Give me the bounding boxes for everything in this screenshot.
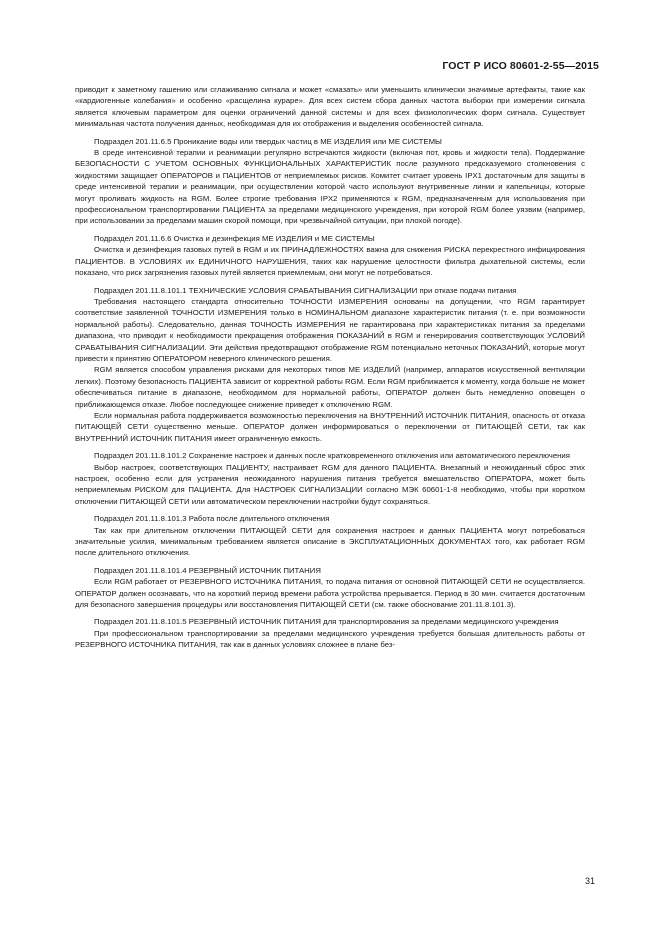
subsection-heading: Подраздел 201.11.6.5 Проникание воды или твердых частиц в МЕ ИЗДЕЛИЯ или МЕ СИСТЕМЫ [94,136,442,146]
paragraph: Требования настоящего стандарта относительно ТОЧНОСТИ ИЗМЕРЕНИЯ основаны на допущении, что RGM гарантирует соответствие заявленной ТОЧНОСТИ ИЗМЕРЕНИЯ только в НОМИНАЛЬНОМ диапазоне характеристик питания (т. е. при возможности нормальной работы). Следовательно, данная ТОЧНОСТЬ ИЗМЕРЕНИЯ не гарантирована при характеристиках питания за пределами диапазона, что приводит к необходимости прекращения отображения ПОКАЗАНИЙ в RGM и генерирования соответствующих УСЛОВИЙ СРАБАТЫВАНИЯ СИГНАЛИЗАЦИИ. Эти действия предотвращают отображение RGM потенциально неточных ПОКАЗАНИЙ, которые могут привести к принятию ОПЕРАТОРОМ неверного клинического решения. [75,296,585,363]
paragraph: Так как при длительном отключении ПИТАЮЩЕЙ СЕТИ для сохранения настроек и данных ПАЦИЕНТА могут потребоваться значительные усилия, минимальным требованием является описание в ЭКСПЛУАТАЦИОННЫХ ДОКУМЕНТАХ того, как работает RGM после длительного отключения. [75,525,585,558]
paragraph: Если RGM работает от РЕЗЕРВНОГО ИСТОЧНИКА ПИТАНИЯ, то подача питания от основной ПИТАЮЩЕЙ СЕТИ не осуществляется. ОПЕРАТОР должен осознавать, что на короткий период времени работа устройства прерывается. Период в 30 мин. считается достаточным для безопасного завершения процедуры или восстановления ПИТАЮЩЕЙ СЕТИ (см. также обоснование 201.11.8.101.3). [75,577,585,610]
subsection-heading: Подраздел 201.11.8.101.1 ТЕХНИЧЕСКИЕ УСЛОВИЯ СРАБАТЫВАНИЯ СИГНАЛИЗАЦИИ при отказе подачи питания [94,285,517,295]
subsection-heading: Подраздел 201.11.8.101.2 Сохранение настроек и данных после кратковременного отключения или автоматического переключения [94,451,570,461]
subsection-heading: Подраздел 201.11.6.6 Очистка и дезинфекция МЕ ИЗДЕЛИЯ и МЕ СИСТЕМЫ [94,233,375,243]
subsection-heading: Подраздел 201.11.8.101.5 РЕЗЕРВНЫЙ ИСТОЧНИК ПИТАНИЯ для транспортирования за пределами медицинского учреждения [94,617,559,627]
standard-header: ГОСТ Р ИСО 80601-2-55—2015 [442,60,599,72]
page-number: 31 [584,876,595,886]
document-body [75,84,585,651]
paragraph: В среде интенсивной терапии и реанимации регулярно встречаются жидкости (включая пот, кровь и жидкости тела). Поддержание БЕЗОПАСНОСТИ С УЧЕТОМ ОСНОВНЫХ ФУНКЦИОНАЛЬНЫХ ХАРАКТЕРИСТИК после разумного предсказуемого столкновения с жидкостями защищает ОПЕРАТОРОВ и ПАЦИЕНТОВ от неприемлемых рисков. Комитет считает уровень IPX1 достаточным для защиты в среде интенсивной терапии и реанимации, при осуществлении которой часто используют внутривенные линии и капельницы, которые могут проливать жидкость на RGM. Более строгие требования IPX2 применяются к RGM, предназначенным для использования при профессиональном транспортировании ПАЦИЕНТА за пределами медицинского учреждения, при которой RGM более уязвим (например, при использовании за пределами машин скорой помощи, при чрезвычайной ситуации, при плохой погоде). [75,148,585,226]
subsection-heading: Подраздел 201.11.8.101.4 РЕЗЕРВНЫЙ ИСТОЧНИК ПИТАНИЯ [94,565,321,575]
paragraph: Очистка и дезинфекция газовых путей в RGM и их ПРИНАДЛЕЖНОСТЯХ важна для снижения РИСКА перекрестного инфицирования ПАЦИЕНТОВ. В УСЛОВИЯХ их ЕДИНИЧНОГО НАРУШЕНИЯ, таких как нарушение целостности фильтра дыхательной системы, если показано, что риск загрязнения газовых путей является приемлемым, они могут не потребоваться. [75,245,585,278]
paragraph: При профессиональном транспортировании за пределами медицинского учреждения требуется большая длительность работы от РЕЗЕРВНОГО ИСТОЧНИКА ПИТАНИЯ, так как в данных условиях сложнее в плане без- [75,628,585,650]
subsection-heading: Подраздел 201.11.8.101.3 Работа после длительного отключения [94,514,330,524]
paragraph: Если нормальная работа поддерживается возможностью переключения на ВНУТРЕННИЙ ИСТОЧНИК ПИТАНИЯ, опасность от отказа ПИТАЮЩЕЙ СЕТИ существенно меньше. ОПЕРАТОР должен информироваться о переключении от ПИТАЮЩЕЙ СЕТИ, так как ВНУТРЕННИЙ ИСТОЧНИК ПИТАНИЯ имеет ограниченную емкость. [75,410,585,443]
paragraph-continuation: приводит к заметному гашению или сглаживанию сигнала и может «смазать» или уменьшить клинически значимые артефакты, такие как «кардиогенные колебания» и особенно «расщелина кураре». Для всех систем сбора данных частота выборки при измерении сигнала является ключевым параметром для оценки ограничений данной системы и для всех физиологических форм сигнала. Существует минимальная частота получения данных, необходимая для их отображения и выделения особенностей сигнала. [75,85,585,129]
paragraph: RGM является способом управления рисками для некоторых типов МЕ ИЗДЕЛИЙ (например, аппаратов искусственной вентиляции легких). Поэтому безопасность ПАЦИЕНТА зависит от корректной работы RGM. Если RGM приближается к моменту, когда больше не может обеспечиваться питание в диапазоне, необходимом для нормальной работы, ОПЕРАТОР должен быть немедленно оповещен о приближающемся отказе. Любое последующее снижение приведет к отключению RGM. [75,365,585,409]
paragraph: Выбор настроек, соответствующих ПАЦИЕНТУ, настраивает RGM для данного ПАЦИЕНТА. Внезапный и неожиданный сброс этих настроек, особенно если для устранения неожиданного нарушения питания требуется вмешательство ОПЕРАТОРА, может быть неприемлемым РИСКОМ для ПАЦИЕНТА. Для НАСТРОЕК СИГНАЛИЗАЦИИ согласно МЭК 60601-1-8 необходимо, чтобы при коротком отключении ПИТАЮЩЕЙ СЕТИ или автоматическом переключении настройки будут сохраняться. [75,462,585,506]
